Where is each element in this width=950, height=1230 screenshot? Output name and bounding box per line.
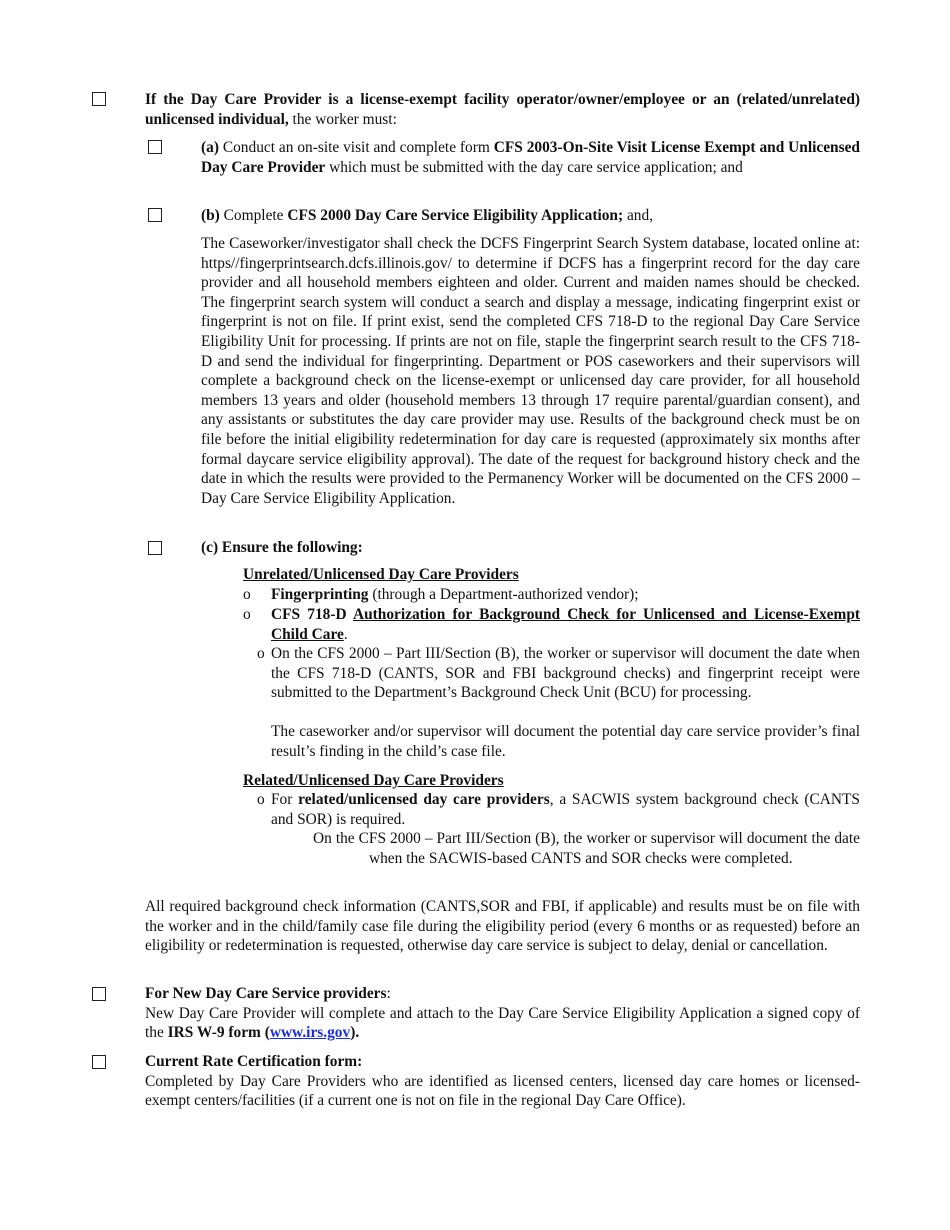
irs-end: ). (350, 1024, 360, 1042)
new-providers-section (145, 984, 860, 1043)
related-bold: related/unlicensed day care providers (298, 791, 550, 808)
unrelated-bullet-cfs718d (271, 605, 860, 644)
checkbox-item-c[interactable] (148, 541, 162, 555)
related-bullet-sacwis (271, 790, 860, 829)
item-b-text1: Complete (219, 207, 288, 224)
rate-certification-title: Current Rate Certification form: (145, 1053, 363, 1070)
unrelated-bullet-fingerprinting (271, 585, 860, 605)
cfs718d-label: CFS 718-D (271, 606, 353, 623)
cfs718d-end: . (343, 625, 348, 643)
item-a-label: (a) (201, 139, 219, 156)
checkbox-new-providers[interactable] (92, 987, 106, 1001)
irs-link[interactable]: www.irs.gov (269, 1024, 351, 1042)
checkbox-license-exempt[interactable] (92, 92, 106, 106)
fingerprint-search-paragraph: The Caseworker/investigator shall check the DCFS Fingerprint Search System database, located online at: https//fingerprintsearch.dcfs.illinois.gov/ to determine if DCFS has a fingerprint record for the day care provider and all household members eighteen and older. Current and maiden names should be checked. The fingerprint search system will conduct a search and display a message, indicating fingerprint exist or fingerprint is not on file. If print exist, send the completed CFS 718-D to the regional Day Care Service Eligibility Unit for processing. If prints are not on file, staple the fingerprint search result to the CFS 718-D and send the individual for fingerprinting. Department or POS caseworkers and their supervisors will complete a background check on the license-exempt or unlicensed day care provider, for all household members 13 years and older (household members 13 through 17 require parental/guardian consent), and any assistants or substitutes the day care provider may use. Results of the background check must be on file before the initial eligibility redetermination for day care is requested (approximately six months after formal daycare service eligibility approval). The date of the request for background history check and the date in which the results were provided to the Permanency Worker will be documented on the CFS 2000 – Day Care Service Eligibility Application. (201, 235, 860, 507)
checkbox-item-a[interactable] (148, 140, 162, 154)
intro-bold: If the Day Care Provider is a license-exempt facility operator/owner/employee or an (related/unrelated) unlicensed individual, (145, 91, 860, 128)
related-text1: For (271, 791, 299, 808)
item-b-form: CFS 2000 Day Care Service Eligibility Application; (287, 207, 624, 224)
item-c-text: (c) Ensure the following: (201, 539, 363, 556)
checkbox-item-b[interactable] (148, 208, 162, 222)
item-c-label (201, 538, 860, 558)
related-heading (243, 771, 504, 791)
item-b-label: (b) (201, 207, 220, 224)
item-b (201, 206, 860, 226)
new-providers-title: For New Day Care Service providers (145, 985, 387, 1002)
irs-w9-label: IRS W-9 form ( (167, 1024, 270, 1042)
bullet: o (257, 791, 265, 808)
all-required-paragraph: All required background check information (CANTS,SOR and FBI, if applicable) and results must be on file with the worker and in the child/family case file during the eligibility period (every 6 months or as requested) before an eligibility or redetermination is requested, otherwise day care service is subject to delay, denial or cancellation. (145, 898, 860, 955)
related-cfs2000-note: On the CFS 2000 – Part III/Section (B), the worker or supervisor will document the date when the SACWIS-based CANTS and SOR checks were completed. (313, 830, 860, 867)
new-providers-colon: : (386, 985, 391, 1002)
checkbox-rate-certification[interactable] (92, 1055, 106, 1069)
unrelated-bullet-cfs2000: On the CFS 2000 – Part III/Section (B), the worker or supervisor will document the date when the CFS 718-D (CANTS, SOR and FBI background checks) and fingerprint receipt were submitted to the Department’s Background Check Unit (BCU) for processing. (271, 645, 860, 702)
related-heading-text: Related/Unlicensed Day Care Providers (243, 772, 504, 789)
item-b-text2: and, (623, 207, 654, 224)
new-providers-text: New Day Care Provider will complete and attach to the Day Care Service Eligibility Application a signed copy of the (145, 1004, 860, 1042)
intro-rest: the worker must: (288, 110, 397, 128)
fingerprinting-text: (through a Department-authorized vendor); (368, 586, 639, 603)
item-a (201, 138, 860, 177)
fingerprinting-label: Fingerprinting (271, 586, 369, 603)
rate-certification-section (145, 1052, 860, 1111)
rate-certification-text: Completed by Day Care Providers who are identified as licensed centers, licensed day care homes or licensed-exempt centers/facilities (if a current one is not on file in the regional Day Care Office). (145, 1072, 860, 1110)
unrelated-heading (243, 565, 519, 585)
item-a-text1: Conduct an on-site visit and complete form (218, 139, 494, 156)
unrelated-heading-text: Unrelated/Unlicensed Day Care Providers (243, 566, 519, 583)
related-text2: , a SACWIS system background check (CANTS and SOR) is required. (271, 791, 860, 828)
item-a-text2: which must be submitted with the day care service application; and (325, 158, 743, 176)
bullet: o (243, 586, 251, 603)
cfs718d-title: Authorization for Background Check for Unlicensed and License-Exempt Child Care (271, 606, 861, 643)
item-a-form: CFS 2003-On-Site Visit License Exempt and Unlicensed Day Care Provider (201, 139, 860, 176)
unrelated-caseworker-note: The caseworker and/or supervisor will document the potential day care service provider’s final result’s finding in the child’s case file. (271, 723, 860, 760)
section-license-exempt-intro (145, 90, 860, 129)
bullet: o (243, 606, 251, 623)
bullet: o (257, 645, 265, 662)
